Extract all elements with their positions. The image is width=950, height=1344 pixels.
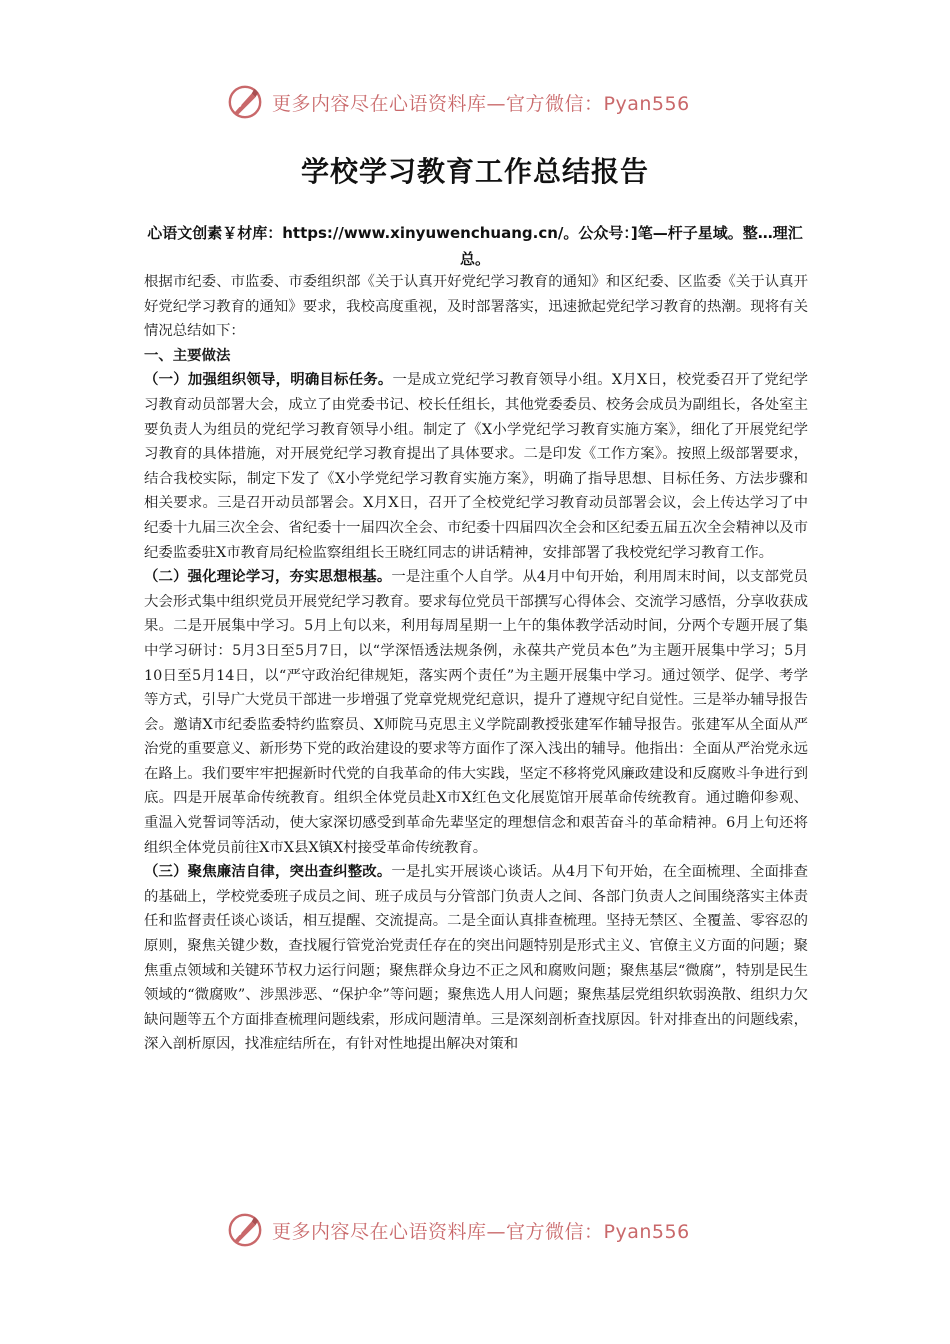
paragraph-2-text: 一是注重个人自学。从4月中旬开始，利用周末时间，以支部党员大会形式集中组织党员开展党纪学习教育。要求每位党员干部撰写心得体会、交流学习感悟，分享收获成果。二是开展集中学习。5月上旬以来，利用每周星期一上午的集体教学活动时间，分两个专题开展了集中学习研讨：5月3日至5月7日，以“学深悟透法规条例，永葆共产党员本色”为主题开展集中学习；5月10日至5月14日，以“严守政治纪律规矩，落实两个责任”为主题开展集中学习。通过领学、促学、考学等方式，引导广大党员干部进一步增强了党章党规党纪意识，提升了遵规守纪自觉性。三是举办辅导报告会。邀请X市纪委监委特约监察员、X师院马克思主义学院副教授张建军作辅导报告。张建军从全面从严治党的重要意义、新形势下党的政治建设的要求等方面作了深入浅出的辅导。他指出：全面从严治党永远在路上。我们要牢牢把握新时代党的自我革命的伟大实践，坚定不移将党风廉政建设和反腐败斗争进行到底。四是开展革命传统教育。组织全体党员赴X市X红色文化展览馆开展革命传统教育。通过瞻仰参观、重温入党誓词等活动，使大家深切感受到革命先辈坚定的理想信念和艰苦奋斗的革命精神。6月上旬还将组织全体党员前往X市X县X镇X村接受革命传统教育。 xyxy=(144,569,808,856)
top-banner xyxy=(226,82,746,122)
document-body xyxy=(144,270,808,1057)
section-heading: 一、主要做法 xyxy=(144,346,231,364)
banner-text: 更多内容尽在心语资料库—官方微信：Pyan556 xyxy=(272,1220,690,1243)
pen-logo-icon xyxy=(226,1211,264,1249)
bottom-banner xyxy=(226,1210,746,1250)
paragraph-2-lead: （二）强化理论学习，夯实思想根基。 xyxy=(144,568,392,586)
paragraph-2 xyxy=(144,565,808,860)
paragraph-1-lead: （一）加强组织领导，明确目标任务。 xyxy=(144,371,393,389)
document-title: 学校学习教育工作总结报告 xyxy=(300,155,649,188)
intro-paragraph: 根据市纪委、市监委、市委组织部《关于认真开好党纪学习教育的通知》和区纪委、区监委《关于认真开好党纪学习教育的通知》要求，我校高度重视，及时部署落实，迅速掀起党纪学习教育的热潮。现将有关情况总结如下： xyxy=(144,274,808,340)
pen-logo-icon xyxy=(226,83,264,121)
paragraph-1-text: 一是成立党纪学习教育领导小组。X月X日，校党委召开了党纪学习教育动员部署大会，成立了由党委书记、校长任组长，其他党委委员、校务会成员为副组长，各处室主要负责人为组员的党纪学习教育领导小组。制定了《X小学党纪学习教育实施方案》，细化了开展党纪学习教育的具体措施，对开展党纪学习教育提出了具体要求。二是印发《工作方案》。按照上级部署要求，结合我校实际，制定下发了《X小学党纪学习教育实施方案》，明确了指导思想、目标任务、方法步骤和相关要求。三是召开动员部署会。X月X日，召开了全校党纪学习教育动员部署会议，会上传达学习了中纪委十九届三次全会、省纪委十一届四次全会、市纪委十四届四次全会和区纪委五届五次全会精神以及市纪委监委驻X市教育局纪检监察组组长王晓红同志的讲话精神，安排部署了我校党纪学习教育工作。 xyxy=(144,372,808,561)
source-line: 心语文创素￥材库：https://www.xinyuwenchuang.cn/。公众号：]笔—杆子星域。整…理汇总。 xyxy=(147,224,803,268)
paragraph-3-lead: （三）聚焦廉洁自律，突出查纠整改。 xyxy=(144,863,392,881)
paragraph-3 xyxy=(144,860,808,1057)
paragraph-3-text: 一是扎实开展谈心谈话。从4月下旬开始，在全面梳理、全面排查的基础上，学校党委班子成员之间、班子成员与分管部门负责人之间、各部门负责人之间围绕落实主体责任和监督责任谈心谈话，相互提醒、交流提高。二是全面认真排查梳理。坚持无禁区、全覆盖、零容忍的原则，聚焦关键少数，查找履行管党治党责任存在的突出问题特别是形式主义、官僚主义方面的问题；聚焦重点领域和关键环节权力运行问题；聚焦群众身边不正之风和腐败问题；聚焦基层“微腐”，特别是民生领域的“微腐败”、涉黑涉恶、“保护伞”等问题；聚焦选人用人问题；聚焦基层党组织软弱涣散、组织力欠缺问题等五个方面排查梳理问题线索，形成问题清单。三是深刻剖析查找原因。针对排查出的问题线索，深入剖析原因，找准症结所在，有针对性地提出解决对策和 xyxy=(144,864,808,1053)
paragraph-1 xyxy=(144,368,808,565)
banner-text: 更多内容尽在心语资料库—官方微信：Pyan556 xyxy=(272,92,690,115)
